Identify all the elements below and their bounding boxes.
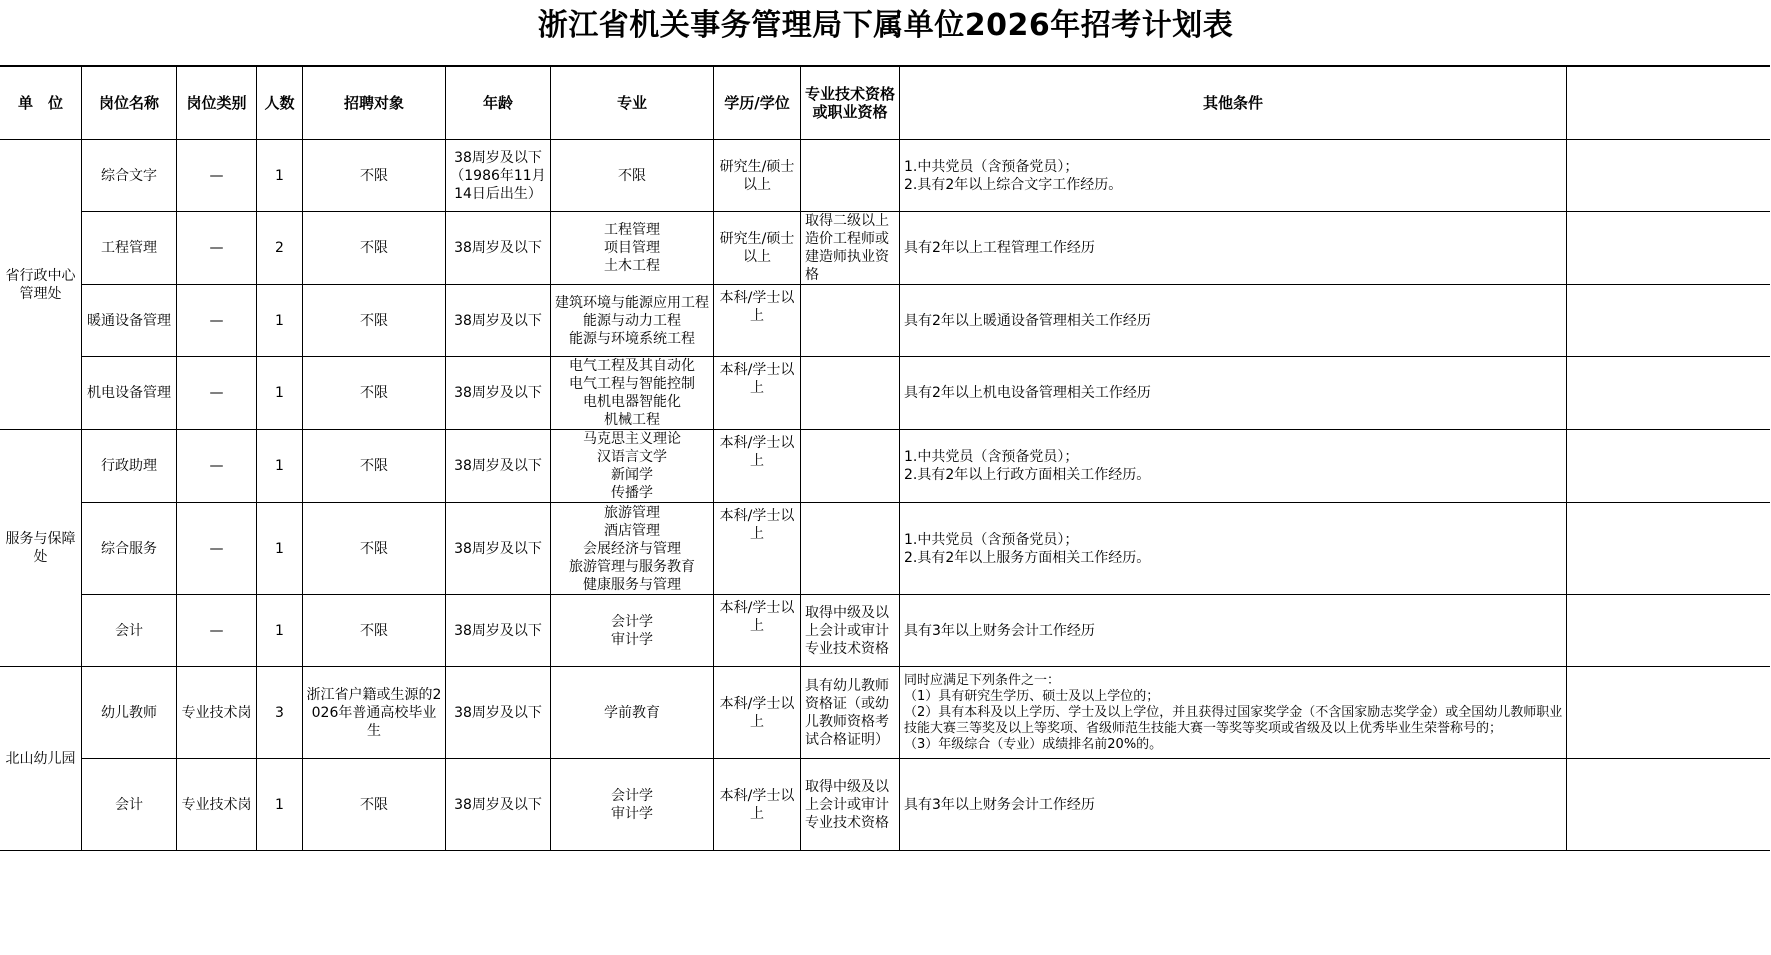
table-row [0, 759, 1770, 851]
position-cell: 综合文字 [82, 140, 177, 212]
target-cell: 不限 [303, 759, 446, 851]
category-cell: — [177, 595, 257, 667]
degree-cell: 本科/学士以上 [714, 759, 801, 851]
header-position: 岗位名称 [82, 67, 177, 140]
target-cell: 不限 [303, 140, 446, 212]
header-category: 岗位类别 [177, 67, 257, 140]
qualification-cell [801, 357, 900, 430]
count-cell: 1 [257, 140, 303, 212]
qualification-cell: 取得中级及以上会计或审计专业技术资格 [801, 759, 900, 851]
qualification-cell: 具有幼儿教师资格证（或幼儿教师资格考试合格证明） [801, 667, 900, 759]
qualification-cell: 取得二级以上造价工程师或建造师执业资格 [801, 212, 900, 285]
other-cell: 具有3年以上财务会计工作经历 [900, 595, 1567, 667]
category-cell: — [177, 212, 257, 285]
category-cell: — [177, 285, 257, 357]
qualification-cell [801, 285, 900, 357]
major-cell: 会计学 审计学 [551, 595, 714, 667]
target-cell: 不限 [303, 595, 446, 667]
header-row [0, 67, 1770, 140]
category-cell: — [177, 357, 257, 430]
other-cell: 同时应满足下列条件之一： （1）具有研究生学历、硕士及以上学位的； （2）具有本科及以上学历、学士及以上学位，并且获得过国家奖学金（不含国家励志奖学金）或全国幼儿教师职业技能大赛三等奖及以上等奖项、省级师范生技能大赛一等奖等奖项或省级及以上优秀毕业生荣誉称号的； （3）年级综合（专业）成绩排名前20%的。 [900, 667, 1567, 759]
category-cell: — [177, 503, 257, 595]
degree-cell: 本科/学士以上 [714, 667, 801, 759]
count-cell: 1 [257, 285, 303, 357]
blank-cell [1567, 430, 1771, 503]
degree-cell: 本科/学士以上 [714, 357, 801, 430]
degree-cell: 研究生/硕士以上 [714, 140, 801, 212]
category-cell: 专业技术岗 [177, 759, 257, 851]
header-age: 年龄 [446, 67, 551, 140]
unit-cell: 服务与保障处 [0, 430, 82, 667]
blank-cell [1567, 212, 1771, 285]
other-cell: 具有2年以上暖通设备管理相关工作经历 [900, 285, 1567, 357]
blank-cell [1567, 503, 1771, 595]
degree-cell: 本科/学士以上 [714, 503, 801, 595]
position-cell: 暖通设备管理 [82, 285, 177, 357]
age-cell: 38周岁及以下 [446, 357, 551, 430]
header-degree: 学历/学位 [714, 67, 801, 140]
recruitment-table [0, 65, 1770, 955]
age-cell: 38周岁及以下 [446, 212, 551, 285]
category-cell: — [177, 430, 257, 503]
other-cell: 具有2年以上工程管理工作经历 [900, 212, 1567, 285]
page-title: 浙江省机关事务管理局下属单位2026年招考计划表 [537, 8, 1234, 43]
major-cell: 马克思主义理论 汉语言文学 新闻学 传播学 [551, 430, 714, 503]
position-cell: 工程管理 [82, 212, 177, 285]
header-target: 招聘对象 [303, 67, 446, 140]
blank-column [1567, 67, 1771, 140]
blank-cell [1567, 667, 1771, 759]
other-cell: 具有2年以上机电设备管理相关工作经历 [900, 357, 1567, 430]
qualification-cell: 取得中级及以上会计或审计专业技术资格 [801, 595, 900, 667]
unit-cell: 北山幼儿园 [0, 667, 82, 851]
degree-cell: 本科/学士以上 [714, 595, 801, 667]
target-cell: 浙江省户籍或生源的2026年普通高校毕业生 [303, 667, 446, 759]
category-cell: 专业技术岗 [177, 667, 257, 759]
blank-cell [1567, 140, 1771, 212]
count-cell: 1 [257, 430, 303, 503]
position-cell: 机电设备管理 [82, 357, 177, 430]
qualification-cell [801, 430, 900, 503]
other-cell: 1.中共党员（含预备党员）； 2.具有2年以上服务方面相关工作经历。 [900, 503, 1567, 595]
major-cell: 会计学 审计学 [551, 759, 714, 851]
position-cell: 综合服务 [82, 503, 177, 595]
table-row [0, 285, 1770, 357]
header-other: 其他条件 [900, 67, 1567, 140]
count-cell: 1 [257, 503, 303, 595]
blank-cell [1567, 285, 1771, 357]
other-cell: 1.中共党员（含预备党员）； 2.具有2年以上行政方面相关工作经历。 [900, 430, 1567, 503]
degree-cell: 本科/学士以上 [714, 285, 801, 357]
degree-cell: 研究生/硕士以上 [714, 212, 801, 285]
age-cell: 38周岁及以下 [446, 759, 551, 851]
qualification-cell [801, 140, 900, 212]
count-cell: 1 [257, 595, 303, 667]
age-cell: 38周岁及以下 [446, 285, 551, 357]
table-row [0, 357, 1770, 430]
major-cell: 旅游管理 酒店管理 会展经济与管理 旅游管理与服务教育 健康服务与管理 [551, 503, 714, 595]
age-cell: 38周岁及以下 [446, 430, 551, 503]
count-cell: 1 [257, 357, 303, 430]
target-cell: 不限 [303, 430, 446, 503]
major-cell: 工程管理 项目管理 土木工程 [551, 212, 714, 285]
position-cell: 行政助理 [82, 430, 177, 503]
table-row [0, 667, 1770, 759]
target-cell: 不限 [303, 357, 446, 430]
table-row [0, 503, 1770, 595]
age-cell: 38周岁及以下 [446, 595, 551, 667]
blank-cell [1567, 357, 1771, 430]
target-cell: 不限 [303, 503, 446, 595]
age-cell: 38周岁及以下 [446, 667, 551, 759]
position-cell: 会计 [82, 759, 177, 851]
unit-cell: 省行政中心 管理处 [0, 140, 82, 430]
table-row [0, 140, 1770, 212]
degree-cell: 本科/学士以上 [714, 430, 801, 503]
target-cell: 不限 [303, 285, 446, 357]
age-cell: 38周岁及以下 [446, 503, 551, 595]
count-cell: 1 [257, 759, 303, 851]
table-row [0, 430, 1770, 503]
blank-cell [1567, 759, 1771, 851]
position-cell: 幼儿教师 [82, 667, 177, 759]
blank-cell [1567, 595, 1771, 667]
age-cell: 38周岁及以下（1986年11月14日后出生） [446, 140, 551, 212]
target-cell: 不限 [303, 212, 446, 285]
other-cell: 1.中共党员（含预备党员）； 2.具有2年以上综合文字工作经历。 [900, 140, 1567, 212]
table-row [0, 212, 1770, 285]
major-cell: 不限 [551, 140, 714, 212]
category-cell: — [177, 140, 257, 212]
header-qualification: 专业技术资格 或职业资格 [801, 67, 900, 140]
major-cell: 建筑环境与能源应用工程 能源与动力工程 能源与环境系统工程 [551, 285, 714, 357]
header-unit: 单 位 [0, 67, 82, 140]
other-cell: 具有3年以上财务会计工作经历 [900, 759, 1567, 851]
major-cell: 电气工程及其自动化 电气工程与智能控制 电机电器智能化 机械工程 [551, 357, 714, 430]
major-cell: 学前教育 [551, 667, 714, 759]
header-count: 人数 [257, 67, 303, 140]
table-row [0, 595, 1770, 667]
count-cell: 2 [257, 212, 303, 285]
header-major: 专业 [551, 67, 714, 140]
count-cell: 3 [257, 667, 303, 759]
qualification-cell [801, 503, 900, 595]
position-cell: 会计 [82, 595, 177, 667]
